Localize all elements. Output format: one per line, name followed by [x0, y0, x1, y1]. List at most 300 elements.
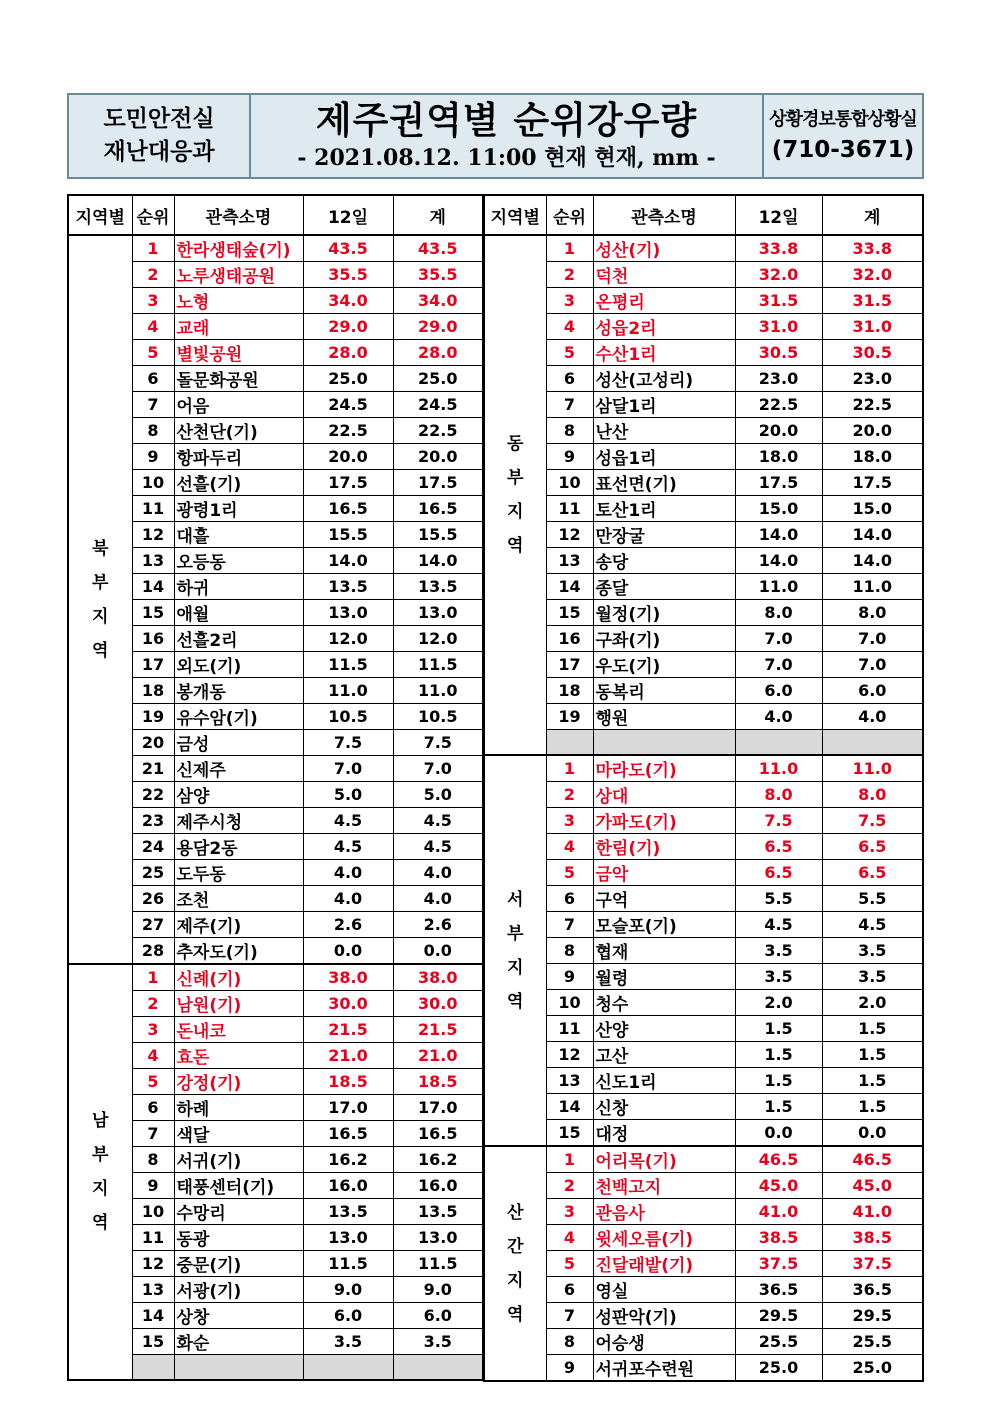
day-rainfall-cell: 7.5: [303, 730, 393, 756]
total-rainfall-cell: 2.6: [393, 912, 483, 938]
table-body-left: [68, 235, 483, 1380]
total-rainfall-cell: 32.0: [822, 262, 923, 288]
station-name-cell: 어리목(기): [593, 1146, 735, 1173]
rank-cell: [132, 1355, 174, 1381]
station-name-cell: 한라생태숲(기): [174, 235, 303, 262]
day-rainfall-cell: 0.0: [303, 938, 393, 965]
day-rainfall-cell: 28.0: [303, 340, 393, 366]
total-rainfall-cell: 41.0: [822, 1199, 923, 1225]
day-rainfall-cell: 6.0: [735, 678, 822, 704]
rank-cell: 4: [546, 834, 593, 860]
col-rank-header: 순위: [546, 195, 593, 235]
rank-cell: 1: [546, 235, 593, 262]
total-rainfall-cell: 16.5: [393, 1121, 483, 1147]
rank-cell: 18: [132, 678, 174, 704]
total-rainfall-cell: 14.0: [393, 548, 483, 574]
day-rainfall-cell: 31.0: [735, 314, 822, 340]
total-rainfall-cell: 37.5: [822, 1251, 923, 1277]
total-rainfall-cell: 7.5: [822, 808, 923, 834]
rank-cell: 27: [132, 912, 174, 938]
total-rainfall-cell: 25.0: [393, 366, 483, 392]
table-row: [484, 964, 923, 990]
total-rainfall-cell: 16.5: [393, 496, 483, 522]
total-rainfall-cell: 1.5: [822, 1094, 923, 1120]
department-block: [69, 95, 249, 177]
total-rainfall-cell: 31.0: [822, 314, 923, 340]
total-rainfall-cell: 15.0: [822, 496, 923, 522]
station-name-cell: 고산: [593, 1042, 735, 1068]
total-rainfall-cell: 28.0: [393, 340, 483, 366]
total-rainfall-cell: 11.0: [393, 678, 483, 704]
total-rainfall-cell: 6.5: [822, 860, 923, 886]
day-rainfall-cell: 29.5: [735, 1303, 822, 1329]
rank-cell: 14: [546, 574, 593, 600]
rank-cell: 7: [546, 912, 593, 938]
total-rainfall-cell: 22.5: [393, 418, 483, 444]
total-rainfall-cell: 3.5: [822, 964, 923, 990]
phone-number: (710-3671): [771, 137, 915, 163]
rank-cell: 9: [132, 444, 174, 470]
day-rainfall-cell: 20.0: [735, 418, 822, 444]
station-name-cell: 만장굴: [593, 522, 735, 548]
total-rainfall-cell: 11.5: [393, 652, 483, 678]
rank-cell: [546, 730, 593, 756]
rank-cell: 1: [132, 964, 174, 991]
total-rainfall-cell: 24.5: [393, 392, 483, 418]
rank-cell: 4: [546, 1225, 593, 1251]
rank-cell: 5: [546, 1251, 593, 1277]
division-name: 재난대응과: [103, 139, 215, 165]
day-rainfall-cell: 38.0: [303, 964, 393, 991]
total-rainfall-cell: 16.2: [393, 1147, 483, 1173]
station-name-cell: 화순: [174, 1329, 303, 1355]
table-row: [484, 704, 923, 730]
total-rainfall-cell: 0.0: [822, 1120, 923, 1147]
total-rainfall-cell: 4.0: [393, 860, 483, 886]
rank-cell: 18: [546, 678, 593, 704]
title-block: [249, 95, 764, 177]
station-name-cell: 구억: [593, 886, 735, 912]
day-rainfall-cell: 7.5: [735, 808, 822, 834]
day-rainfall-cell: 33.8: [735, 235, 822, 262]
station-name-cell: 청수: [593, 990, 735, 1016]
total-rainfall-cell: 11.0: [822, 755, 923, 782]
rank-cell: 5: [132, 340, 174, 366]
day-rainfall-cell: 3.5: [735, 964, 822, 990]
table-row: [484, 1355, 923, 1382]
station-name-cell: 상대: [593, 782, 735, 808]
table-row: [484, 834, 923, 860]
col-day-header: 12일: [303, 195, 393, 235]
total-rainfall-cell: 22.5: [822, 392, 923, 418]
day-rainfall-cell: 46.5: [735, 1146, 822, 1173]
station-name-cell: 천백고지: [593, 1173, 735, 1199]
day-rainfall-cell: 16.2: [303, 1147, 393, 1173]
table-row: [484, 1199, 923, 1225]
day-rainfall-cell: 9.0: [303, 1277, 393, 1303]
total-rainfall-cell: 1.5: [822, 1068, 923, 1094]
rank-cell: 5: [546, 340, 593, 366]
station-name-cell: 성읍1리: [593, 444, 735, 470]
rank-cell: 10: [546, 470, 593, 496]
day-rainfall-cell: 14.0: [735, 548, 822, 574]
rank-cell: 9: [546, 1355, 593, 1382]
station-name-cell: 수망리: [174, 1199, 303, 1225]
rank-cell: 16: [132, 626, 174, 652]
day-rainfall-cell: 11.5: [303, 652, 393, 678]
region-label: 동 부 지 역: [484, 235, 546, 755]
rank-cell: 3: [132, 1017, 174, 1043]
region-label: 산 간 지 역: [484, 1146, 546, 1381]
rank-cell: 6: [546, 886, 593, 912]
total-rainfall-cell: 4.5: [393, 834, 483, 860]
rainfall-table-right: [483, 194, 924, 1382]
station-name-cell: 제주(기): [174, 912, 303, 938]
station-name-cell: 관음사: [593, 1199, 735, 1225]
station-name-cell: 애월: [174, 600, 303, 626]
rank-cell: 19: [546, 704, 593, 730]
day-rainfall-cell: 1.5: [735, 1068, 822, 1094]
rank-cell: 15: [546, 1120, 593, 1147]
total-rainfall-cell: 11.5: [393, 1251, 483, 1277]
day-rainfall-cell: 20.0: [303, 444, 393, 470]
rank-cell: 17: [132, 652, 174, 678]
day-rainfall-cell: 17.5: [303, 470, 393, 496]
total-rainfall-cell: 29.5: [822, 1303, 923, 1329]
day-rainfall-cell: 2.6: [303, 912, 393, 938]
rank-cell: 24: [132, 834, 174, 860]
day-rainfall-cell: 11.0: [735, 755, 822, 782]
rank-cell: 10: [132, 470, 174, 496]
rank-cell: 2: [132, 262, 174, 288]
rainfall-table-left: [67, 194, 484, 1381]
day-rainfall-cell: 31.5: [735, 288, 822, 314]
rank-cell: 26: [132, 886, 174, 912]
station-name-cell: 온평리: [593, 288, 735, 314]
station-name-cell: 노형: [174, 288, 303, 314]
day-rainfall-cell: 4.0: [303, 860, 393, 886]
station-name-cell: 성산(기): [593, 235, 735, 262]
total-rainfall-cell: 21.5: [393, 1017, 483, 1043]
total-rainfall-cell: 46.5: [822, 1146, 923, 1173]
rank-cell: 4: [132, 314, 174, 340]
total-rainfall-cell: 36.5: [822, 1277, 923, 1303]
station-name-cell: 월정(기): [593, 600, 735, 626]
region-label: 남 부 지 역: [68, 964, 132, 1380]
station-name-cell: 유수암(기): [174, 704, 303, 730]
day-rainfall-cell: 11.0: [735, 574, 822, 600]
total-rainfall-cell: 18.5: [393, 1069, 483, 1095]
total-rainfall-cell: 17.5: [393, 470, 483, 496]
total-rainfall-cell: 1.5: [822, 1042, 923, 1068]
total-rainfall-cell: 14.0: [822, 548, 923, 574]
table-row: [484, 990, 923, 1016]
table-row: [484, 1068, 923, 1094]
day-rainfall-cell: 14.0: [735, 522, 822, 548]
rank-cell: 1: [546, 1146, 593, 1173]
rank-cell: 1: [546, 755, 593, 782]
total-rainfall-cell: 4.5: [393, 808, 483, 834]
station-name-cell: 동복리: [593, 678, 735, 704]
table-row: [484, 1120, 923, 1147]
station-name-cell: 신례(기): [174, 964, 303, 991]
table-row: [484, 600, 923, 626]
rank-cell: 11: [132, 496, 174, 522]
total-rainfall-cell: 0.0: [393, 938, 483, 965]
day-rainfall-cell: 24.5: [303, 392, 393, 418]
station-name-cell: 선흘(기): [174, 470, 303, 496]
report-timestamp: - 2021.08.12. 11:00 현재 현재, mm -: [297, 145, 716, 171]
table-row: [484, 755, 923, 782]
total-rainfall-cell: [822, 730, 923, 756]
day-rainfall-cell: 25.0: [303, 366, 393, 392]
total-rainfall-cell: 10.5: [393, 704, 483, 730]
total-rainfall-cell: 29.0: [393, 314, 483, 340]
day-rainfall-cell: 30.5: [735, 340, 822, 366]
rank-cell: 8: [546, 418, 593, 444]
station-name-cell: 성판악(기): [593, 1303, 735, 1329]
table-row: [484, 808, 923, 834]
rank-cell: 8: [132, 1147, 174, 1173]
rank-cell: 8: [546, 938, 593, 964]
day-rainfall-cell: 6.5: [735, 860, 822, 886]
rank-cell: 7: [546, 1303, 593, 1329]
rank-cell: 28: [132, 938, 174, 965]
station-name-cell: 서귀포수련원: [593, 1355, 735, 1382]
day-rainfall-cell: 18.0: [735, 444, 822, 470]
rank-cell: 2: [546, 262, 593, 288]
station-name-cell: 어음: [174, 392, 303, 418]
station-name-cell: 용담2동: [174, 834, 303, 860]
rank-cell: 11: [132, 1225, 174, 1251]
day-rainfall-cell: 45.0: [735, 1173, 822, 1199]
station-name-cell: 가파도(기): [593, 808, 735, 834]
station-name-cell: 표선면(기): [593, 470, 735, 496]
station-name-cell: 추자도(기): [174, 938, 303, 965]
station-name-cell: 행원: [593, 704, 735, 730]
department-name: 도민안전실: [103, 106, 215, 132]
day-rainfall-cell: 35.5: [303, 262, 393, 288]
table-row: [484, 522, 923, 548]
day-rainfall-cell: 16.5: [303, 496, 393, 522]
rank-cell: 3: [546, 1199, 593, 1225]
rank-cell: 9: [546, 964, 593, 990]
total-rainfall-cell: 5.0: [393, 782, 483, 808]
day-rainfall-cell: 15.5: [303, 522, 393, 548]
station-name-cell: 어승생: [593, 1329, 735, 1355]
rank-cell: 5: [546, 860, 593, 886]
total-rainfall-cell: 30.5: [822, 340, 923, 366]
col-total-header: 계: [822, 195, 923, 235]
total-rainfall-cell: 13.5: [393, 1199, 483, 1225]
day-rainfall-cell: 12.0: [303, 626, 393, 652]
day-rainfall-cell: 4.0: [735, 704, 822, 730]
station-name-cell: 구좌(기): [593, 626, 735, 652]
day-rainfall-cell: 16.0: [303, 1173, 393, 1199]
day-rainfall-cell: 4.5: [303, 808, 393, 834]
station-name-cell: 효돈: [174, 1043, 303, 1069]
total-rainfall-cell: 12.0: [393, 626, 483, 652]
total-rainfall-cell: 7.5: [393, 730, 483, 756]
station-name-cell: [174, 1355, 303, 1381]
table-row: [484, 444, 923, 470]
report-header: [67, 93, 924, 179]
total-rainfall-cell: 6.5: [822, 834, 923, 860]
station-name-cell: 금악: [593, 860, 735, 886]
rank-cell: 13: [132, 548, 174, 574]
table-row: [484, 340, 923, 366]
station-name-cell: 봉개동: [174, 678, 303, 704]
day-rainfall-cell: 4.5: [735, 912, 822, 938]
total-rainfall-cell: 7.0: [822, 626, 923, 652]
station-name-cell: 교래: [174, 314, 303, 340]
day-rainfall-cell: 6.5: [735, 834, 822, 860]
rank-cell: 13: [132, 1277, 174, 1303]
station-name-cell: 대흘: [174, 522, 303, 548]
rank-cell: 12: [546, 522, 593, 548]
table-header-row: [68, 195, 483, 235]
table-header-row: [484, 195, 923, 235]
station-name-cell: 태풍센터(기): [174, 1173, 303, 1199]
station-name-cell: 금성: [174, 730, 303, 756]
day-rainfall-cell: 3.5: [735, 938, 822, 964]
total-rainfall-cell: 34.0: [393, 288, 483, 314]
table-row: [484, 1303, 923, 1329]
table-body-right: [484, 235, 923, 1381]
day-rainfall-cell: 7.0: [303, 756, 393, 782]
table-row: [484, 288, 923, 314]
table-row: [484, 730, 923, 756]
day-rainfall-cell: 43.5: [303, 235, 393, 262]
day-rainfall-cell: 30.0: [303, 991, 393, 1017]
rank-cell: 14: [132, 574, 174, 600]
table-row: [484, 262, 923, 288]
total-rainfall-cell: 20.0: [822, 418, 923, 444]
station-name-cell: 선흘2리: [174, 626, 303, 652]
table-row: [484, 782, 923, 808]
table-row: [484, 1146, 923, 1173]
station-name-cell: 송당: [593, 548, 735, 574]
rank-cell: 2: [546, 1173, 593, 1199]
station-name-cell: 별빛공원: [174, 340, 303, 366]
station-name-cell: 신도1리: [593, 1068, 735, 1094]
total-rainfall-cell: 4.0: [393, 886, 483, 912]
station-name-cell: 신창: [593, 1094, 735, 1120]
total-rainfall-cell: 11.0: [822, 574, 923, 600]
table-row: [484, 235, 923, 262]
col-station-header: 관측소명: [174, 195, 303, 235]
station-name-cell: 항파두리: [174, 444, 303, 470]
total-rainfall-cell: 3.5: [822, 938, 923, 964]
total-rainfall-cell: 3.5: [393, 1329, 483, 1355]
rank-cell: 17: [546, 652, 593, 678]
station-name-cell: 덕천: [593, 262, 735, 288]
rank-cell: 19: [132, 704, 174, 730]
day-rainfall-cell: 7.0: [735, 626, 822, 652]
total-rainfall-cell: 33.8: [822, 235, 923, 262]
total-rainfall-cell: 25.5: [822, 1329, 923, 1355]
rank-cell: 23: [132, 808, 174, 834]
rank-cell: 25: [132, 860, 174, 886]
station-name-cell: 상창: [174, 1303, 303, 1329]
table-row: [68, 964, 483, 991]
total-rainfall-cell: 2.0: [822, 990, 923, 1016]
rank-cell: 15: [132, 600, 174, 626]
table-row: [484, 392, 923, 418]
rank-cell: 13: [546, 548, 593, 574]
station-name-cell: 돌문화공원: [174, 366, 303, 392]
day-rainfall-cell: 23.0: [735, 366, 822, 392]
station-name-cell: 토산1리: [593, 496, 735, 522]
day-rainfall-cell: 17.0: [303, 1095, 393, 1121]
rank-cell: 10: [546, 990, 593, 1016]
table-row: [68, 235, 483, 262]
station-name-cell: 신제주: [174, 756, 303, 782]
total-rainfall-cell: 30.0: [393, 991, 483, 1017]
day-rainfall-cell: 11.5: [303, 1251, 393, 1277]
station-name-cell: 대정: [593, 1120, 735, 1147]
table-row: [484, 1251, 923, 1277]
station-name-cell: 마라도(기): [593, 755, 735, 782]
total-rainfall-cell: 45.0: [822, 1173, 923, 1199]
rank-cell: 7: [132, 1121, 174, 1147]
station-name-cell: 강정(기): [174, 1069, 303, 1095]
total-rainfall-cell: 18.0: [822, 444, 923, 470]
day-rainfall-cell: 21.5: [303, 1017, 393, 1043]
total-rainfall-cell: 43.5: [393, 235, 483, 262]
rank-cell: 4: [546, 314, 593, 340]
rank-cell: 9: [132, 1173, 174, 1199]
station-name-cell: 서광(기): [174, 1277, 303, 1303]
station-name-cell: 월령: [593, 964, 735, 990]
station-name-cell: 협재: [593, 938, 735, 964]
total-rainfall-cell: 38.0: [393, 964, 483, 991]
page-title: 제주권역별 순위강우량: [315, 99, 698, 142]
region-label: 서 부 지 역: [484, 755, 546, 1146]
col-rank-header: 순위: [132, 195, 174, 235]
day-rainfall-cell: 10.5: [303, 704, 393, 730]
day-rainfall-cell: 1.5: [735, 1016, 822, 1042]
rank-cell: 7: [132, 392, 174, 418]
table-row: [484, 652, 923, 678]
col-total-header: 계: [393, 195, 483, 235]
day-rainfall-cell: 25.0: [735, 1355, 822, 1382]
day-rainfall-cell: [303, 1355, 393, 1381]
day-rainfall-cell: [735, 730, 822, 756]
rank-cell: 16: [546, 626, 593, 652]
total-rainfall-cell: 6.0: [393, 1303, 483, 1329]
day-rainfall-cell: 21.0: [303, 1043, 393, 1069]
station-name-cell: 색달: [174, 1121, 303, 1147]
station-name-cell: 광령1리: [174, 496, 303, 522]
rank-cell: 1: [132, 235, 174, 262]
table-row: [484, 1016, 923, 1042]
table-row: [484, 886, 923, 912]
region-label: 북 부 지 역: [68, 235, 132, 964]
rank-cell: 6: [132, 366, 174, 392]
total-rainfall-cell: 13.0: [393, 600, 483, 626]
station-name-cell: 수산1리: [593, 340, 735, 366]
day-rainfall-cell: 2.0: [735, 990, 822, 1016]
rank-cell: 12: [132, 1251, 174, 1277]
rank-cell: 2: [132, 991, 174, 1017]
total-rainfall-cell: 8.0: [822, 600, 923, 626]
rank-cell: 4: [132, 1043, 174, 1069]
col-region-header: 지역별: [484, 195, 546, 235]
rank-cell: 13: [546, 1068, 593, 1094]
table-row: [484, 1277, 923, 1303]
table-row: [484, 470, 923, 496]
